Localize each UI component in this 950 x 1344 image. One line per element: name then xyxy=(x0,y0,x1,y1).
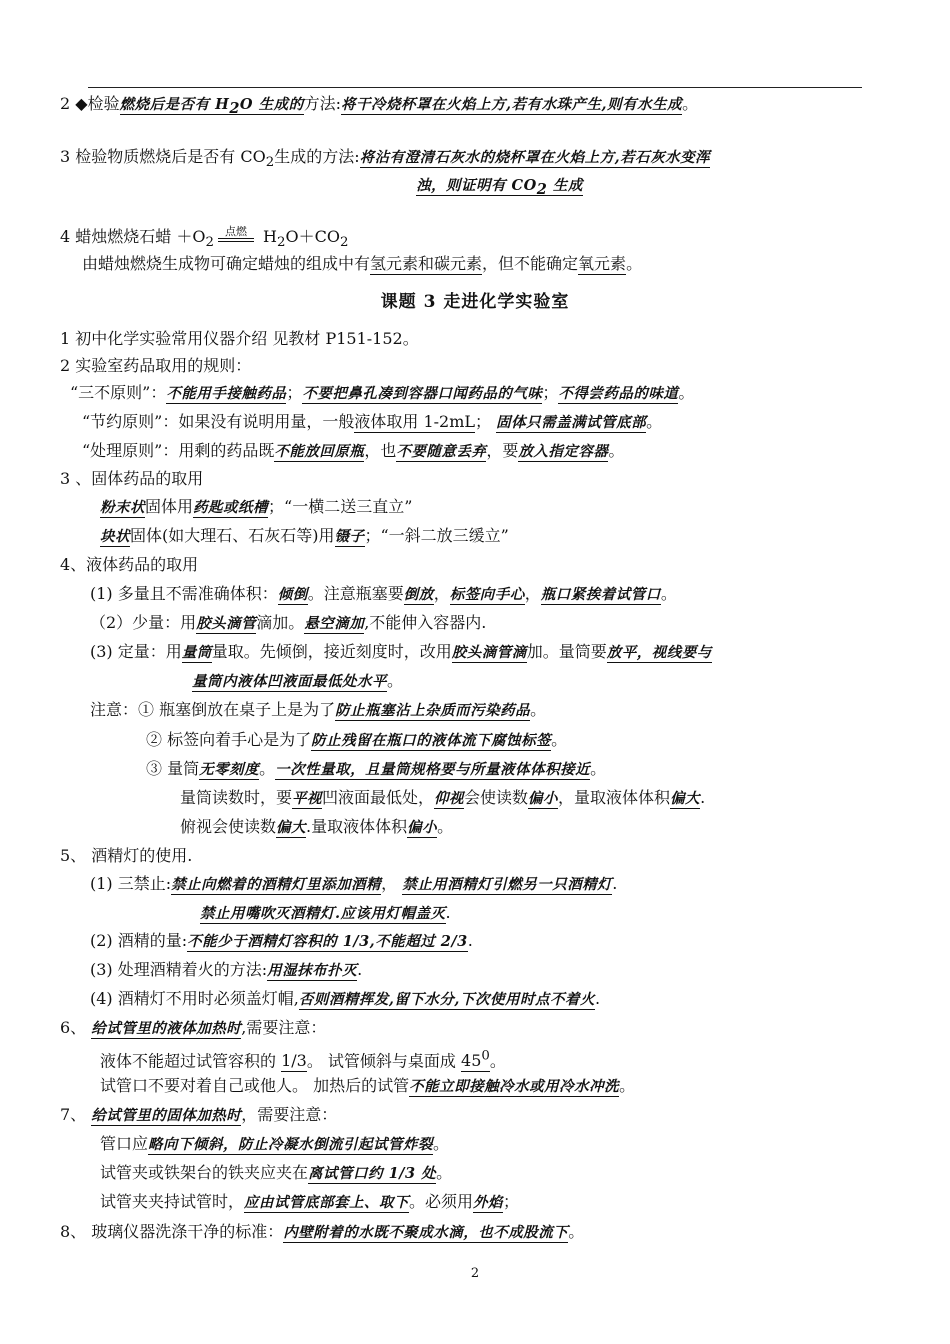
rule-three-no: “三不原则”：不能用手接触药品；不要把鼻孔凑到容器口闻药品的气味；不得尝药品的味道。 xyxy=(70,383,695,402)
liquid-heating-title: 6、 给试管里的液体加热时,需要注意： xyxy=(60,1018,327,1037)
section-title: 课题 3 走进化学实验室 xyxy=(380,292,570,312)
reaction-arrow: 点燃 xyxy=(218,229,254,247)
liquid-large: (1) 多量且不需准确体积：倾倒。注意瓶塞要倒放，标签向手心，瓶口紧挨着试管口。 xyxy=(90,584,677,603)
note-2: ② 标签向着手心是为了防止残留在瓶口的液体流下腐蚀标签。 xyxy=(146,730,568,749)
text-line-1: 2 ◆检验燃烧后是否有 $H_2O$ 生成的方法:将干冷烧杯罩在火焰上方,若有水珠产生,则有水生成。 xyxy=(60,94,699,118)
note-reading-2: 俯视会使读数偏大.量取液体体积偏小。 xyxy=(180,817,454,836)
text-line-7: 2 实验室药品取用的规则： xyxy=(60,356,252,375)
text-line-5: 由蜡烛燃烧生成物可确定蜡烛的组成中有氢元素和碳元素，但不能确定氧元素。 xyxy=(82,254,643,273)
solid-powder: 粉末状固体用药匙或纸槽；“一横二送三直立” xyxy=(100,497,413,516)
text-line-6: 1 初中化学实验常用仪器介绍 见教材 P151-152。 xyxy=(60,329,419,348)
text-line-11: 3 、固体药品的取用 xyxy=(60,469,204,488)
lamp-three-bans-cont: 禁止用嘴吹灭酒精灯.应该用灯帽盖灭. xyxy=(200,903,451,922)
page-number: 2 xyxy=(470,1266,480,1281)
lamp-amount: (2) 酒精的量:不能少于酒精灯容积的 1/3,不能超过 2/3. xyxy=(90,931,473,950)
solid-heating-1: 管口应略向下倾斜，防止冷凝水倒流引起试管炸裂。 xyxy=(100,1134,450,1153)
note-1: 注意：① 瓶塞倒放在桌子上是为了防止瓶塞沾上杂质而污染药品。 xyxy=(90,700,547,719)
lamp-fire: (3) 处理酒精着火的方法:用湿抹布扑灭. xyxy=(90,960,363,979)
liquid-small: （2）少量：用胶头滴管滴加。悬空滴加,不能伸入容器内. xyxy=(90,613,487,632)
solid-heating-2: 试管夹或铁架台的铁夹应夹在离试管口约 1/3 处。 xyxy=(100,1163,453,1182)
lamp-cap: (4) 酒精灯不用时必须盖灯帽,否则酒精挥发,留下水分,下次使用时点不着火. xyxy=(90,989,601,1008)
solid-block: 块状固体(如大理石、石灰石等)用镊子；“一斜二放三缓立” xyxy=(100,526,509,545)
solid-heating-3: 试管夹夹持试管时，应由试管底部套上、取下。必须用外焰； xyxy=(100,1192,520,1211)
liquid-measure: (3) 定量：用量筒量取。先倾倒，接近刻度时，改用胶头滴管滴加。量筒要放平，视线要与 xyxy=(90,642,712,661)
liquid-measure-cont: 量筒内液体凹液面最低处水平。 xyxy=(192,671,404,690)
solid-heating-title: 7、 给试管里的固体加热时，需要注意： xyxy=(60,1105,338,1124)
note-3: ③ 量筒无零刻度。一次性量取，且量筒规格要与所量液体体积接近。 xyxy=(146,759,607,778)
text-line-14: 4、液体药品的取用 xyxy=(60,555,199,574)
glass-clean-standard: 8、 玻璃仪器洗涤干净的标准：内壁附着的水既不聚成水滴，也不成股流下。 xyxy=(60,1222,585,1241)
header-rule xyxy=(88,87,862,88)
note-reading-1: 量筒读数时，要平视凹液面最低处，仰视会使读数偏小，量取液体体积偏大. xyxy=(180,788,706,807)
rule-saving: “节约原则”：如果没有说明用量，一般液体取用 1-2mL； 固体只需盖满试管底部。 xyxy=(82,412,663,431)
text-line-24: 5、 酒精灯的使用. xyxy=(60,846,193,865)
text-line-2: 3 检验物质燃烧后是否有 $CO_2$生成的方法:将沾有澄清石灰水的烧杯罩在火焰上方,若石灰水变浑 xyxy=(60,147,711,171)
lamp-three-bans: (1) 三禁止:禁止向燃着的酒精灯里添加酒精， 禁止用酒精灯引燃另一只酒精灯. xyxy=(90,874,618,893)
equation-line: 4 蜡烛燃烧石蜡 $+O_2$ 点燃 $H_2O+CO_2$ xyxy=(60,224,349,251)
text-line-3: 浊，则证明有 $CO_2$ 生成 xyxy=(416,177,583,199)
liquid-heating-1: 液体不能超过试管容积的 1/3。 试管倾斜与桌面成 $45^0$。 xyxy=(100,1049,506,1071)
liquid-heating-2: 试管口不要对着自己或他人。 加热后的试管不能立即接触冷水或用冷水冲洗。 xyxy=(100,1076,636,1095)
rule-disposal: “处理原则”：用剩的药品既不能放回原瓶，也不要随意丢弃，要放入指定容器。 xyxy=(82,441,625,460)
